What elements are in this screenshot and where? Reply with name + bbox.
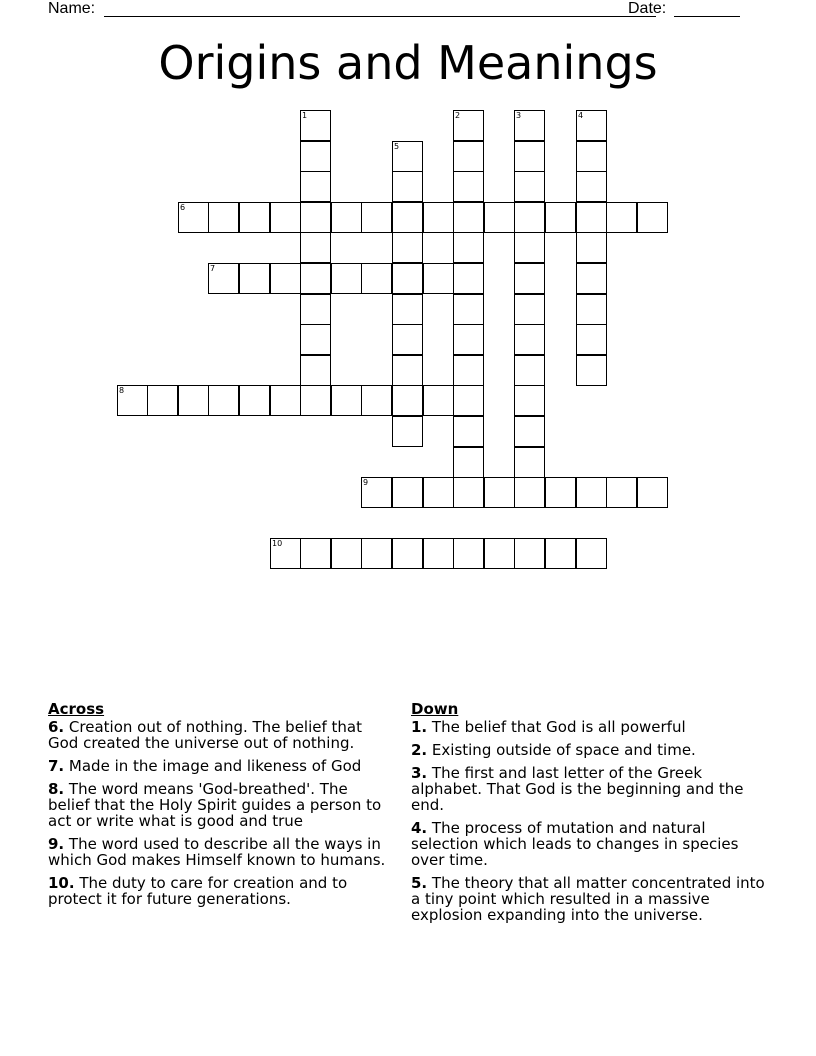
- grid-cell[interactable]: [576, 202, 607, 233]
- grid-cell[interactable]: [392, 538, 423, 569]
- clue-text: The word used to describe all the ways in which God makes Himself known to humans.: [48, 835, 386, 869]
- grid-cell[interactable]: [300, 171, 331, 202]
- grid-cell[interactable]: [453, 141, 484, 172]
- clue-number: 4.: [411, 819, 428, 837]
- clue-down-4: [411, 820, 766, 868]
- grid-cell[interactable]: [545, 202, 576, 233]
- grid-cell[interactable]: [514, 294, 545, 325]
- grid-cell[interactable]: [637, 477, 668, 508]
- name-label: Name:: [48, 0, 96, 17]
- grid-cell[interactable]: [392, 355, 423, 386]
- clue-text: The belief that God is all powerful: [431, 718, 686, 736]
- grid-cell[interactable]: [392, 477, 423, 508]
- grid-cell[interactable]: [514, 477, 545, 508]
- clue-text: Creation out of nothing. The belief that God created the universe out of nothing.: [48, 718, 363, 752]
- clue-number: 9.: [48, 835, 65, 853]
- cell-number: 9: [363, 478, 369, 487]
- clue-across-6: [48, 719, 393, 751]
- grid-cell[interactable]: [514, 141, 545, 172]
- grid-cell[interactable]: [484, 538, 515, 569]
- grid-cell[interactable]: [514, 538, 545, 569]
- grid-cell[interactable]: [300, 355, 331, 386]
- clue-number: 1.: [411, 718, 428, 736]
- grid-cell[interactable]: [208, 385, 239, 416]
- grid-cell[interactable]: [576, 477, 607, 508]
- cell-number: 6: [180, 203, 186, 212]
- grid-cell[interactable]: [453, 294, 484, 325]
- clue-across-9: [48, 836, 393, 868]
- grid-cell[interactable]: [117, 385, 148, 416]
- grid-cell[interactable]: [270, 538, 301, 569]
- grid-cell[interactable]: [300, 538, 331, 569]
- grid-cell[interactable]: [514, 416, 545, 447]
- grid-cell[interactable]: [208, 263, 239, 294]
- clue-down-5: [411, 875, 766, 923]
- grid-cell[interactable]: [361, 538, 392, 569]
- clue-across-8: [48, 781, 393, 829]
- grid-cell[interactable]: [606, 477, 637, 508]
- clue-number: 10.: [48, 874, 75, 892]
- grid-cell[interactable]: [576, 110, 607, 141]
- grid-cell[interactable]: [453, 385, 484, 416]
- grid-cell[interactable]: [239, 385, 270, 416]
- clue-text: The theory that all matter concentrated into a tiny point which resulted in a massive explosion expanding into the universe.: [411, 874, 765, 924]
- grid-cell[interactable]: [361, 477, 392, 508]
- clue-text: The word means 'God-breathed'. The belief that the Holy Spirit guides a person to act or write what is good and true: [48, 780, 382, 830]
- grid-cell[interactable]: [392, 416, 423, 447]
- grid-cell[interactable]: [300, 324, 331, 355]
- clue-text: The first and last letter of the Greek alphabet. That God is the beginning and the end.: [411, 764, 744, 814]
- grid-cell[interactable]: [453, 263, 484, 294]
- grid-cell[interactable]: [331, 263, 362, 294]
- grid-cell[interactable]: [300, 202, 331, 233]
- grid-cell[interactable]: [392, 263, 423, 294]
- grid-cell[interactable]: [147, 385, 178, 416]
- grid-cell[interactable]: [514, 232, 545, 263]
- grid-cell[interactable]: [514, 447, 545, 478]
- grid-cell[interactable]: [331, 385, 362, 416]
- grid-cell[interactable]: [392, 141, 423, 172]
- clue-text: Made in the image and likeness of God: [68, 757, 362, 775]
- grid-cell[interactable]: [300, 141, 331, 172]
- grid-cell[interactable]: [300, 110, 331, 141]
- grid-cell[interactable]: [637, 202, 668, 233]
- grid-cell[interactable]: [514, 324, 545, 355]
- grid-cell[interactable]: [453, 416, 484, 447]
- grid-cell[interactable]: [576, 232, 607, 263]
- grid-cell[interactable]: [423, 263, 454, 294]
- cell-number: 3: [516, 111, 522, 120]
- cell-number: 2: [455, 111, 461, 120]
- clue-number: 6.: [48, 718, 65, 736]
- clue-text: The duty to care for creation and to protect it for future generations.: [48, 874, 348, 908]
- across-heading: Across: [48, 700, 105, 718]
- clue-across-7: [48, 758, 393, 774]
- grid-cell[interactable]: [178, 202, 209, 233]
- clue-number: 5.: [411, 874, 428, 892]
- grid-cell[interactable]: [453, 202, 484, 233]
- grid-cell[interactable]: [576, 294, 607, 325]
- grid-cell[interactable]: [270, 263, 301, 294]
- cell-number: 10: [272, 539, 283, 548]
- grid-cell[interactable]: [453, 477, 484, 508]
- grid-cell[interactable]: [300, 263, 331, 294]
- clue-number: 3.: [411, 764, 428, 782]
- grid-cell[interactable]: [453, 232, 484, 263]
- grid-cell[interactable]: [484, 202, 515, 233]
- grid-cell[interactable]: [514, 171, 545, 202]
- grid-cell[interactable]: [331, 202, 362, 233]
- grid-cell[interactable]: [270, 385, 301, 416]
- puzzle-title: Origins and Meanings: [158, 36, 658, 90]
- clue-across-10: [48, 875, 393, 907]
- grid-cell[interactable]: [178, 385, 209, 416]
- grid-cell[interactable]: [576, 538, 607, 569]
- clue-text: The process of mutation and natural selection which leads to changes in species over time.: [411, 819, 739, 869]
- clue-number: 8.: [48, 780, 65, 798]
- grid-cell[interactable]: [423, 385, 454, 416]
- grid-cell[interactable]: [423, 538, 454, 569]
- grid-cell[interactable]: [576, 355, 607, 386]
- across-clues: [48, 701, 393, 914]
- grid-cell[interactable]: [270, 202, 301, 233]
- grid-cell[interactable]: [606, 202, 637, 233]
- grid-cell[interactable]: [576, 141, 607, 172]
- grid-cell[interactable]: [453, 355, 484, 386]
- grid-cell[interactable]: [392, 294, 423, 325]
- grid-cell[interactable]: [576, 171, 607, 202]
- clue-number: 7.: [48, 757, 65, 775]
- grid-cell[interactable]: [576, 324, 607, 355]
- clue-text: Existing outside of space and time.: [431, 741, 696, 759]
- grid-cell[interactable]: [239, 202, 270, 233]
- grid-cell[interactable]: [361, 202, 392, 233]
- grid-cell[interactable]: [300, 385, 331, 416]
- grid-cell[interactable]: [392, 202, 423, 233]
- clue-down-1: [411, 719, 766, 735]
- grid-cell[interactable]: [514, 263, 545, 294]
- grid-cell[interactable]: [300, 294, 331, 325]
- cell-number: 8: [119, 386, 125, 395]
- grid-cell[interactable]: [392, 232, 423, 263]
- grid-cell[interactable]: [514, 202, 545, 233]
- down-heading: Down: [411, 700, 459, 718]
- grid-cell[interactable]: [453, 110, 484, 141]
- cell-number: 4: [578, 111, 584, 120]
- grid-cell[interactable]: [453, 538, 484, 569]
- grid-cell[interactable]: [545, 477, 576, 508]
- date-label: Date:: [628, 0, 667, 17]
- grid-cell[interactable]: [514, 110, 545, 141]
- grid-cell[interactable]: [514, 355, 545, 386]
- grid-cell[interactable]: [514, 385, 545, 416]
- cell-number: 5: [394, 142, 400, 151]
- clue-number: 2.: [411, 741, 428, 759]
- grid-cell[interactable]: [392, 385, 423, 416]
- grid-cell[interactable]: [300, 232, 331, 263]
- down-clues: [411, 701, 766, 930]
- grid-cell[interactable]: [392, 324, 423, 355]
- grid-cell[interactable]: [423, 202, 454, 233]
- grid-cell[interactable]: [331, 538, 362, 569]
- cell-number: 1: [302, 111, 308, 120]
- grid-cell[interactable]: [239, 263, 270, 294]
- grid-cell[interactable]: [361, 263, 392, 294]
- grid-cell[interactable]: [208, 202, 239, 233]
- grid-cell[interactable]: [545, 538, 576, 569]
- grid-cell[interactable]: [361, 385, 392, 416]
- grid-cell[interactable]: [576, 263, 607, 294]
- grid-cell[interactable]: [453, 447, 484, 478]
- grid-cell[interactable]: [453, 324, 484, 355]
- grid-cell[interactable]: [484, 477, 515, 508]
- grid-cell[interactable]: [423, 477, 454, 508]
- clue-down-2: [411, 742, 766, 758]
- grid-cell[interactable]: [392, 171, 423, 202]
- cell-number: 7: [210, 264, 216, 273]
- clue-down-3: [411, 765, 766, 813]
- grid-cell[interactable]: [453, 171, 484, 202]
